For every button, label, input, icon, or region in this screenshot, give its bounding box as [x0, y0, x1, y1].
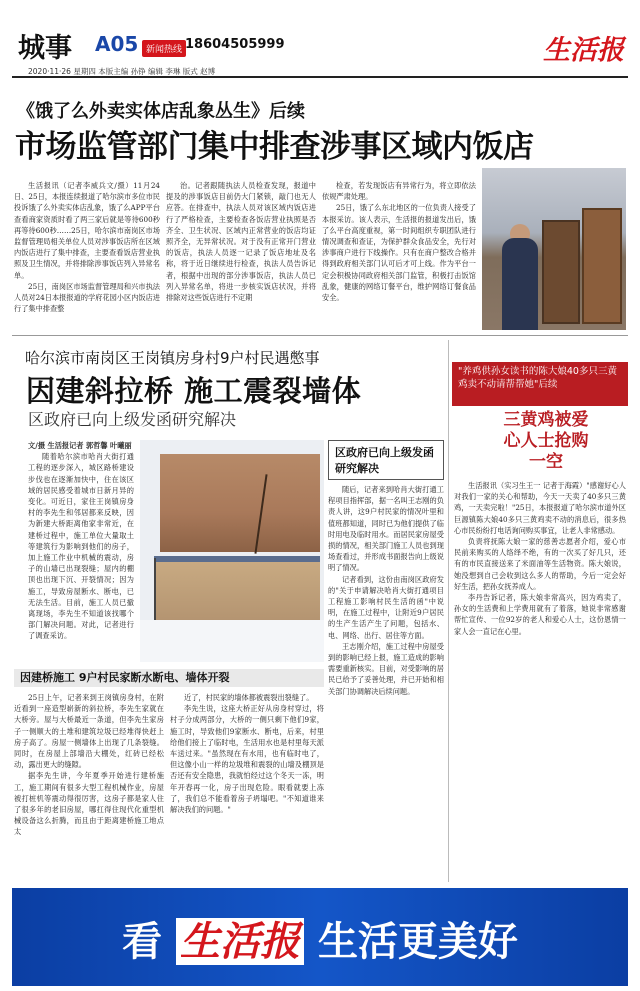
story1-subtitle: 《饿了么外卖实体店乱象丛生》后续 — [17, 101, 305, 122]
page-number: A05 — [95, 32, 139, 56]
inspector-figure — [502, 238, 538, 330]
restaurant-photo — [482, 168, 626, 330]
crack-shape — [254, 474, 267, 553]
paragraph: 负责将抚陈大娘一家的慈善志愿者介绍，爱心市民前来购买的人络绎不绝，有的一次买了好几只，还有的市民直接送来了米面油等生活物资。陈大娘说，她没想到自己会收到这么多人的帮助，今后一定会好好生活，把孙女抚养成人。 — [454, 537, 626, 591]
paragraph: 25日上午，记者来到王岗镇房身村，在附近看到一座造型崭新的斜拉桥，李先生家就在大桥旁。屋与大桥最近一条道，但李先生家房子一侧顺大的土堆和建筑垃圾已经堆得快赶上房子高了。房屋一侧墙体上出现了几条裂缝。同时，在房屋上部墙沿大棚处，红砖已经松动，露出更大的缝隙。 — [14, 693, 164, 770]
story2-column-4 — [170, 692, 324, 882]
paragraph: 近了，村民家的墙体都被震裂出裂缝了。 — [184, 693, 314, 702]
story2-title: 因建斜拉桥 施工震裂墙体 — [26, 374, 362, 408]
paragraph: 25日，南岗区市场监督管理局和兴市执法人员对24日本报报道的学府花园小区内饭店进行了集中排查整 — [14, 281, 160, 314]
paragraph: 治。记者跟随执法人员检查发现，报道中提及的涉事饭店目前仍大门紧锁，敲门也无人应答。在排查中，执法人员对该区域内饭店进行了严格检查，主要检查各饭店营业执照是否齐全、卫生状况、区域内正常营业的饭店均证照齐全，无异常状况。对于没有正常开门营业的饭店，执法人员逐一记录了饭店地址及名称，将于近日继续进行检查，执法人员告诉记者，根据中出现的部分涉事饭店，执法人员已列入异常名单，将进一步核实饭店状况，并将排除对这些饭店进行不定期 — [166, 181, 316, 303]
story2-column-1 — [28, 440, 134, 666]
door-shape — [542, 220, 580, 324]
story1-column-2 — [166, 180, 316, 330]
paragraph: 王志刚介绍，施工过程中房屋受到的影响已经上报，施工造成的影响需要重新核实。目前，对受影响的居民已给予了妥善处理，并已开始和相关部门协调解决后续问题。 — [328, 641, 444, 696]
section-title: 城事 — [18, 33, 72, 64]
banner-slogan — [12, 910, 628, 967]
story3-column — [454, 480, 626, 882]
paragraph: 据李先生讲，今年夏季开始进行建桥施工，施工期间有很多大型工程机械作业，房屋被打桩机等震动得很厉害，这房子都是家人住了很多年的老旧房屋，哪扛得住现代化重型机械设备这么折腾，而且由于距离建桥施工地点太 — [14, 771, 164, 837]
story1-column-1 — [14, 180, 160, 330]
issue-meta: 2020·11·26 星期四 本版主编 孙铮 编辑 李琳 版式 赵博 — [28, 67, 216, 76]
story2-box-heading: 区政府已向上级发函研究解决 — [328, 440, 444, 480]
paragraph: 25日，饿了么东北地区的一位负责人接受了本报采访。该人表示，生活报的报道发出后，饿了么平台高度重视，第一时间组织专职团队进行情况调查和查证，为保护群众食品安全，先行对涉事商户进行下线操作。只有在商户整改合格并得到政府相关部门认可后才可上线。作为平台一定会积极协同政府相关部门监管，积极打击饭馆乱象，健康的网络订餐平台，维护网络订餐食品安全。 — [322, 203, 476, 303]
story3-title: 三黄鸡被爱心人士抢购一空 — [503, 410, 589, 472]
paragraph: 生活报讯（记者李威兵文/摄）11月24日、25日，本报连续报道了哈尔滨市多位市民投诉饿了么外卖实体店乱象，饿了么APP平台查看商家资质时看了两三家后就是等待600秒再等待600秒……25日，哈尔滨市南岗区市场监督管理局相关单位人员对涉事饭店所在区域内饭店进行了集中排查，主要查看饭店营业执照及卫生情况，并将排除涉事饭店列入异常名单。 — [14, 181, 160, 280]
hotline-badge: 新闻热线 — [142, 40, 186, 57]
story1-title: 市场监管部门集中排查涉事区域内饭店 — [15, 129, 534, 165]
story2-kicker: 哈尔滨市南岗区王岗镇房身村9户村民遇憋事 — [25, 349, 320, 367]
wall-shape — [160, 454, 320, 552]
paragraph: 记者看到，这份由南岗区政府发的"关于申请解决哈肖大街打通项目工程施工影响村民生活的函"中说明，在施工过程中，让附近9户居民的生产生活产生了问题，包括水、电、网络、出行、居住等方面。 — [328, 574, 444, 640]
paragraph: 李先生说，这座大桥正好从房身村穿过，将村子分成两部分，大桥的一侧只剩下他们9家，施工时，导致他们9家断水、断电，后来，村里给他们接上了临时电，生活用水也是村里每天派车送过来。"虽然现在有水用，也有临时电了，但这像小山一样的垃圾堆和震裂的山墙及棚顶是否还有安全隐患，我就怕经过这个冬天一冻，明年开春再一化，房子出现危险。眼看就要上冻了，我们总不能看着房子坍塌吧。"不知道谁来解决我们的问题。" — [170, 704, 324, 815]
snow-ground — [140, 620, 324, 662]
story3-kicker: "养鸡供孙女读书的陈大娘40多只三黄鸡卖不动请帮帮她"后续 — [452, 362, 628, 406]
byline: 文/摄 生活报记者 郭哲馨 叶曦丽 — [28, 441, 132, 450]
story1-column-3 — [322, 180, 476, 330]
paragraph: 检查，若发现饭店有异常行为，将立即依法依规严肃处理。 — [322, 181, 476, 202]
story2-subheading: 因建桥施工 9户村民家断水断电、墙体开裂 — [14, 669, 324, 687]
paragraph: 随后，记者来到哈肖大街打通工程项目指挥部，据一名叫王志刚的负责人讲，这9户村民家的情况叶里和值班都知道，同时已为他们提供了临时用电及临时用水。而居民家房屋受损的情况，相关部门施工人员也到现场查看过，并形成书面报告向上级说明了情况。 — [328, 485, 444, 573]
door-shape — [582, 208, 622, 324]
banner-suffix: 生活更美好 — [317, 919, 518, 965]
story2-column-2 — [328, 484, 444, 882]
section-divider — [12, 335, 628, 336]
building-shape — [154, 562, 320, 624]
story2-column-3 — [14, 692, 164, 882]
header-rule — [12, 76, 628, 78]
hotline-phone: 18604505999 — [185, 37, 285, 52]
paragraph: 随着哈尔滨市哈肖大街打通工程的逐步深入，城区路桥建设步伐也在逐渐加快中，住在该区域的居民感受着城市日新月异的变化。可近日，家住王岗镇房身村的李先生和邻居都来反映，因为新建大桥距离他家非常近，在建桥过程中，施工单位大量取土等建筑行为影响到他们的房子，加上施工作业中机械的震动，房子的山墙已出现裂缝；屋内的棚顶也出现下沉、开裂情况；因为施工，导致房屋断水、断电，已无法生活。目前，施工人员已撤离现场，李先生不知道该找哪个部门解决问题。对此，记者进行了调查采访。 — [28, 452, 134, 641]
promo-banner — [12, 888, 628, 986]
paragraph: 李丹告诉记者，陈大娘非常高兴，因为鸡卖了，孙女的生活费和上学费用就有了着落，她说非常感谢帮忙宣传、一位92岁的老人和爱心人士，这份恩情一家人会一直记在心里。 — [454, 593, 626, 636]
banner-prefix: 看 — [122, 919, 163, 965]
column-divider — [448, 340, 449, 882]
paragraph: 生活报讯（实习生王一 记者于海霞）"感谢好心人对我们一家的关心和帮助，今天一天卖了40多只三黄鸡，一天卖完啦！"25日，本报报道了哈尔滨市道外区巨源镇陈大娘40多只三黄鸡卖不动的消息后，很多热心市民纷纷打电话询问购买事宜，让老人非常感动。 — [454, 481, 626, 535]
newspaper-logo: 生活报 — [543, 35, 624, 66]
cracked-wall-photo — [140, 440, 324, 662]
story2-deck: 区政府已向上级发函研究解决 — [28, 410, 237, 429]
banner-logo: 生活报 — [176, 918, 304, 965]
